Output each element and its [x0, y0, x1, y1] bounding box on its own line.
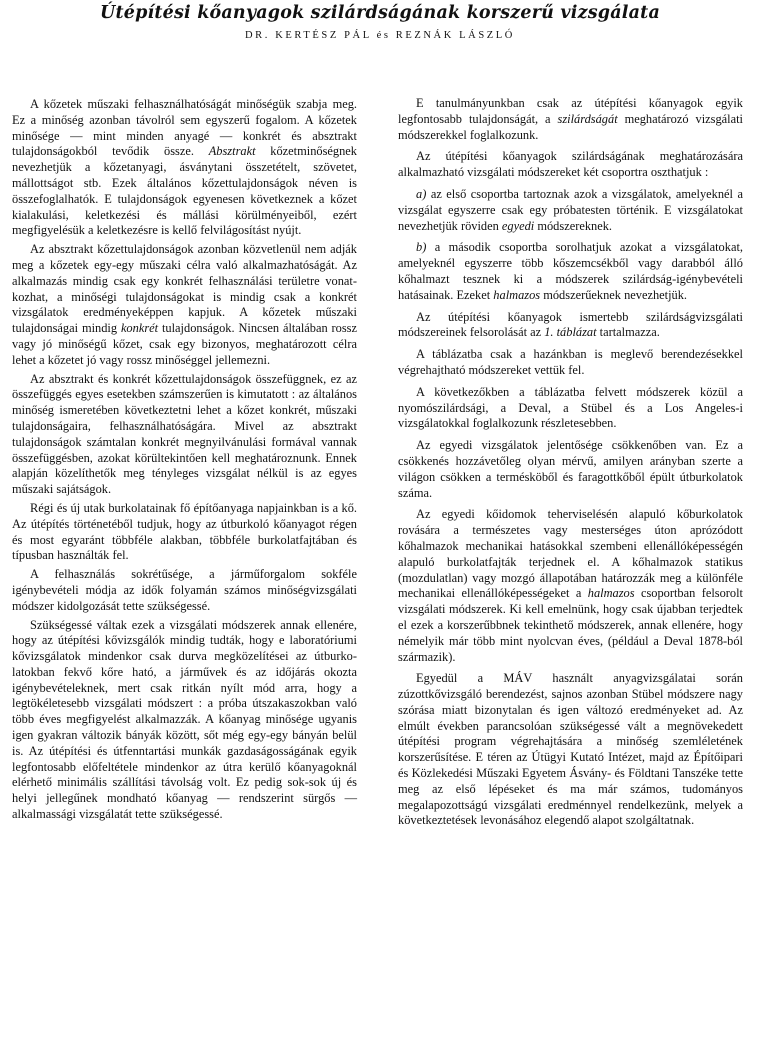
- paragraph-text: Az absztrakt és konkrét kőzettulajdonságok összefüggnek, ez az összefüggés egyes esetekben számszerűen is kimutatott : az általános minőség ismeretében következtetni lehet a kőzet konkrét, műszaki tulajdonságaira, felhasználhatóságára. Mivel az absztrakt tulajdonságok számtalan konkrét megnyilvánulási formával vannak összefüggésben, azokat körültekintően kell meghatároznunk. Ennek alapján közelíthetők meg tényleges vizsgálat nélkül is az egyes műszaki sajátságok.: [12, 371, 357, 497]
- emphasis-text: Absztrakt: [208, 144, 256, 159]
- paragraph-text: Az útépítési kőanyagok ismertebb szilárdságvizsgálati módszereinek felsorolását az: [398, 309, 743, 340]
- paragraph: [398, 671, 743, 829]
- emphasis-text: szilárdságát: [557, 111, 618, 126]
- paragraph: [12, 618, 357, 823]
- paragraph-text: tulajdonságok. Nincsen általában rossz vagy jó minőségű kőzet, csak egy bizonyos, meghatározott célra lehet a kőzetet jó vagy rossz minőséggel jellemezni.: [12, 321, 357, 367]
- emphasis-text: konkrét: [120, 321, 159, 336]
- emphasis-text: halmazos: [587, 586, 635, 601]
- paragraph-text: az első csoportba tartoznak azok a vizsgálatok, amelyeknél a vizsgálat egyszerre csak egy próbatesten történik. E vizsgálatokat nevezhetjük röviden: [398, 186, 743, 233]
- paragraph-text: Az útépítési kőanyagok szilárdságának meghatározására alkalmazható vizsgálati módszereket két csoportra oszthatjuk :: [398, 149, 743, 180]
- paragraph: [398, 347, 743, 379]
- paragraph-text: A táblázatba csak a hazánkban is meglevő berendezésekkel végrehajtható módszereket vettük fel.: [398, 347, 743, 377]
- emphasis-text: halmazos: [493, 287, 541, 302]
- paragraph: [12, 501, 357, 564]
- paragraph-text: A felhasználás sokrétűsége, a járműforgalom sokféle igénybevételi módja az idők folyamán számos minőségvizsgálati módszer kidolgozását tette szükségessé.: [12, 567, 357, 613]
- paragraph: [12, 242, 357, 368]
- paragraph: [398, 187, 743, 234]
- article-title: Útépítési kőanyagok szilárdságának korszerű vizsgálata: [100, 3, 660, 23]
- paragraph: [398, 96, 743, 143]
- paragraph-text: Egyedül a MÁV használt anyagvizsgálatai során zúzottkővizsgáló berendezést, sajnos azonban Stübel módszere nagy szórása miatt bizonytalan és igen változó eredményeket ad. Az elmúlt években parancsolóan szükségessé vált a megnövekedett útépítési program végrehajtására a minőség szemléletének korszerűsítése. E téren az Útügyi Kutató Intézet, majd az Építőipari és Közlekedési Műszaki Egyetem Ásvány- és Földtani Tanszéke tette meg az első lépéseket és ma már számos, tudományos megalapozottságú vizsgálati eredménnyel rendelkezünk, melyek a következtetések levonásához elegendő alapot szolgáltatnak.: [398, 671, 743, 828]
- paragraph: [398, 310, 743, 342]
- paragraph-text: E tanulmányunkban csak az útépítési kőanyagok egyik legfontosabb tulajdonságát, a: [398, 96, 743, 126]
- body-column-left: [12, 97, 357, 826]
- paragraph-text: Az egyedi vizsgálatok jelentősége csökkenőben van. Ez a csökkenés hozzávetőleg olyan mérvű, amilyen arányban szerte a világon csökken a termésköből és faragottkőből épült útburkolatok száma.: [398, 438, 743, 500]
- paragraph-text: Az egyedi kőidomok teherviselésén alapuló kőburkolatok rovására a természetes vagy mesterséges úton aprózódott kőhalmazok mechanikai hatásokkal szembeni ellenállóképességén alapuló burkolatfajták terjednek el. A kőhalmazok statikus (mozdulatlan) vagy mozgó állapotában határozzák meg a különféle mechanikai ellenállóképességeket a: [398, 507, 743, 601]
- paragraph-text: módszereknek.: [534, 218, 613, 233]
- paragraph-text: A kőzetek műszaki felhasználhatóságát minőségük szabja meg. Ez a minőség azonban távolról sem egyszerű fogalom. A kőzetek minősége — mint minden anyagé — konkrét és absztrakt tulajdonságokból tevődik össze.: [12, 97, 357, 159]
- body-column-right: [398, 96, 743, 835]
- emphasis-text: a): [416, 186, 427, 201]
- paragraph: [12, 372, 357, 498]
- emphasis-text: 1. táblázat: [544, 325, 597, 340]
- emphasis-text: b): [416, 240, 427, 255]
- emphasis-text: egyedi: [501, 218, 535, 233]
- paragraph-text: Régi és új utak burkolatainak fő építőanyaga napjainkban is a kő. Az útépítés történetéből tudjuk, hogy az útburkoló kőanyagot régen és most egyaránt többféle alakban, többféle burkolatfajtában és típusban használták fel.: [12, 500, 357, 563]
- paragraph-text: A következőkben a táblázatba felvett módszerek közül a nyomószilárdsági, a Deval, a Stübel és a Los Angeles-i vizsgálatokkal foglalkozunk részletesebben.: [398, 384, 743, 431]
- paragraph-text: kőzetminőségnek nevezhetjük a kőzetanyagi, ásványtani összetételt, szövetet, mállottságot stb. Ezek általános kőzettulajdonságok néven is összefoglalhatók. E tulajdonságok egyenesen következnek a kőzet kialakulási, keletkezési és mállási körülményeiből, ezért megfigyelésük a keletkezésre is kellő felvilágosítást nyújt.: [12, 144, 357, 238]
- paragraph-text: meghatározó vizsgálati módszerekkel foglalkozunk.: [398, 111, 743, 142]
- paragraph: [398, 149, 743, 181]
- paragraph-text: a második csoportba sorolhatjuk azokat a vizsgálatokat, amelyeknél egyszerre több kőszemcsékből vagy darabból álló kőhalmazt tesznek ki a módszerek szilárdság-igénybevételi hatásainak. Ezeket: [398, 240, 743, 302]
- paragraph-text: tartalmazza.: [596, 325, 660, 340]
- paragraph: [398, 240, 743, 303]
- paragraph-text: Szükségessé váltak ezek a vizsgálati módszerek annak ellenére, hogy az útépítési kővizsgálók mindig tudták, hogy e laboratóriumi kővizsgálatok mindenkor csak durva megközelítései az útburkolatokban fekvő kőre ható, a járművek és az időjárás okozta igénybevételeknek, mert csak ritkán nyílt mód arra, hogy a legtökéletesebb vizsgálati módszert : a próba útszakaszokban való több éves megfigyelést alkalmazzák. A kőanyag minősége ugyanis igen gyakran változik bányák között, sőt még egy-egy bányán belül is. Az útépítési és útfenntartási munkák gazdaságosságának egyik legfontosabb előfeltétele mindenkor az útra kerülő kőanyagoknál elérhető minimális szállítási távolság volt. Ez pedig sok-sok új és helyi jellegűnek mondható kőanyag — rendszerint sürgős — alkalmassági vizsgálatát tette szükségessé.: [12, 617, 357, 822]
- paragraph: [398, 385, 743, 432]
- paragraph: [12, 97, 357, 239]
- paragraph-text: Az absztrakt kőzettulajdonságok azonban közvetlenül nem adják meg a kőzetek egy-egy műszaki célra való alkalmazhatóságát. Az alkalmazás mindig csak egy konkrét felhasználási területre vonatkozhat, a minőségi tulajdonságokat is mindig csak a konkrét vizsgálatok eredményeképpen kapjuk. A kőzetek műszaki tulajdonságai mindig: [12, 242, 357, 336]
- article-authors: DR. KERTÉSZ PÁL és REZNÁK LÁSZLÓ: [244, 30, 515, 41]
- paragraph: [398, 507, 743, 665]
- paragraph-text: módszerűeknek nevezhetjük.: [540, 287, 688, 302]
- paragraph: [12, 567, 357, 614]
- paragraph-text: csoportban felsorolt vizsgálati módszerek. Ki kell emelnünk, hogy csak újabban terjedtek el ezek a korszerűbbnek tekinthető módszerek, annak ellenére, hogy némelyik már több mint nyolcvan éves, (például a Deval 1878-ból származik).: [398, 586, 743, 664]
- paragraph: [398, 438, 743, 501]
